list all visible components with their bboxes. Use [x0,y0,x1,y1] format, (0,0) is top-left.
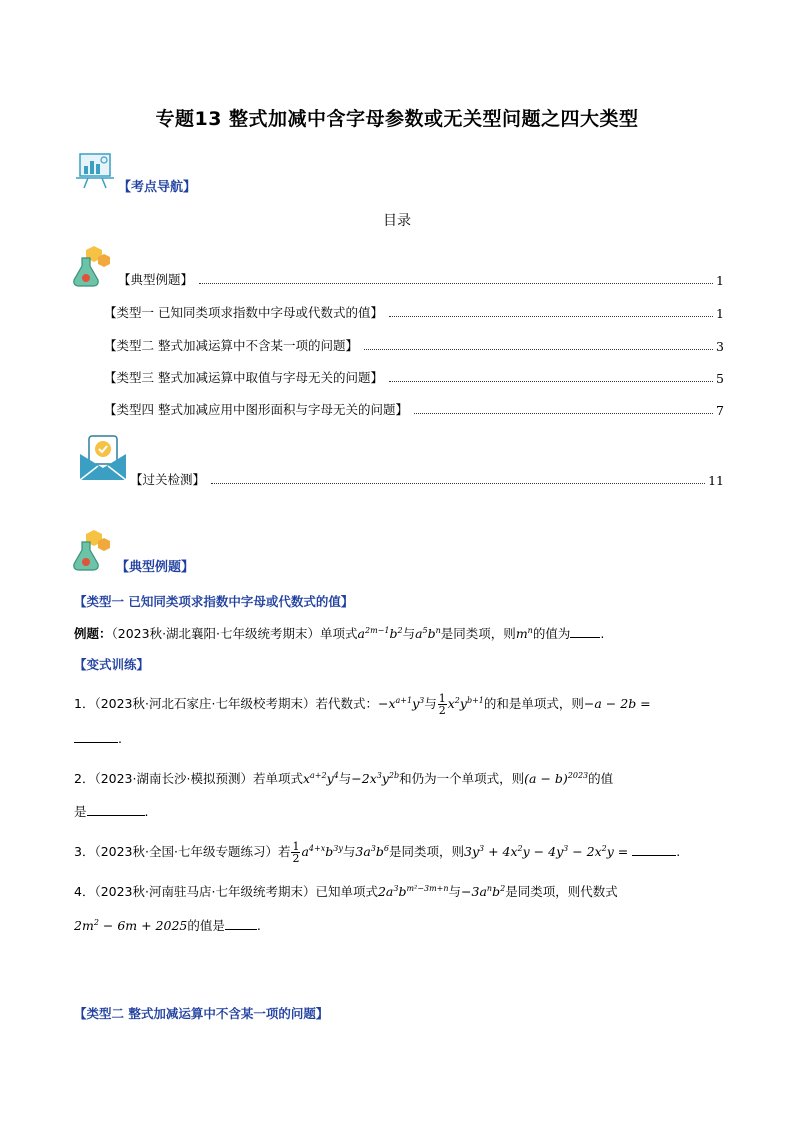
question-1: 1．（2023秋·河北石家庄·七年级校考期末）若代数式：$-x^{a+1}y^3$与 $\frac{1}{2}$ $x^2y^{b+1}$的和是单项式，则−a − 2b = [74,692,651,718]
question-4: 4．（2023秋·河南驻马店·七年级统考期末）已知单项式$2a^3b^{m^2-3m+n}$与$-3a^nb^2$是同类项，则代数式 [74,884,618,900]
toc-item-type2[interactable]: 【类型二 整式加减运算中不含某一项的问题】 3 [104,338,724,354]
nav-label: 【考点导航】 [118,180,197,195]
toc-title: 目录 [383,213,411,229]
flask-icon [72,528,114,572]
envelope-check-icon [78,434,128,482]
question-2-line2: 是 . [74,804,149,819]
type1-heading: 【类型一 已知同类项求指数中字母或代数式的值】 [74,594,354,609]
toc-item-examples[interactable]: 【典型例题】 1 [118,272,724,288]
variant-label: 【变式训练】 [74,657,150,672]
chart-board-icon [74,150,118,190]
answer-blank[interactable] [87,803,145,816]
toc-item-check[interactable]: 【过关检测】 11 [130,472,724,488]
example-question: 例题：（2023秋·湖北襄阳·七年级统考期末）单项式$a^{2m-1}b^2$与$a^5b^n$是同类项，则$m^n$的值为 . [74,626,605,642]
answer-blank[interactable] [74,730,118,743]
question-3: 3．（2023秋·全国·七年级专题练习）若 $\frac{1}{2}$ $a^{4+x}b^{3y}$与$3a^3b^6$是同类项，则$3y^3 + 4x^2y - 4y^3 - 2x^2y$ = . [74,840,681,866]
section-examples-label: 【典型例题】 [116,560,195,575]
answer-blank[interactable] [632,843,676,856]
question-4-line2: $2m^2 - 6m + 2025$的值是 . [74,918,261,934]
toc-item-type1[interactable]: 【类型一 已知同类项求指数中字母或代数式的值】 1 [104,305,724,321]
question-1-answer: . [74,730,734,748]
page-title: 专题13 整式加减中含字母参数或无关型问题之四大类型 [155,108,639,130]
answer-blank[interactable] [570,625,600,638]
question-2: 2．（2023·湖南长沙·模拟预测）若单项式$x^{a+2}y^4$与$-2x^3y^{2b}$和仍为一个单项式，则$(a - b)^{2023}$的值 [74,771,614,787]
toc-item-type4[interactable]: 【类型四 整式加减应用中图形面积与字母无关的问题】 7 [104,402,724,418]
type2-heading: 【类型二 整式加减运算中不含某一项的问题】 [74,1006,329,1021]
flask-icon [72,244,114,288]
toc-item-type3[interactable]: 【类型三 整式加减运算中取值与字母无关的问题】 5 [104,370,724,386]
answer-blank[interactable] [225,917,257,930]
